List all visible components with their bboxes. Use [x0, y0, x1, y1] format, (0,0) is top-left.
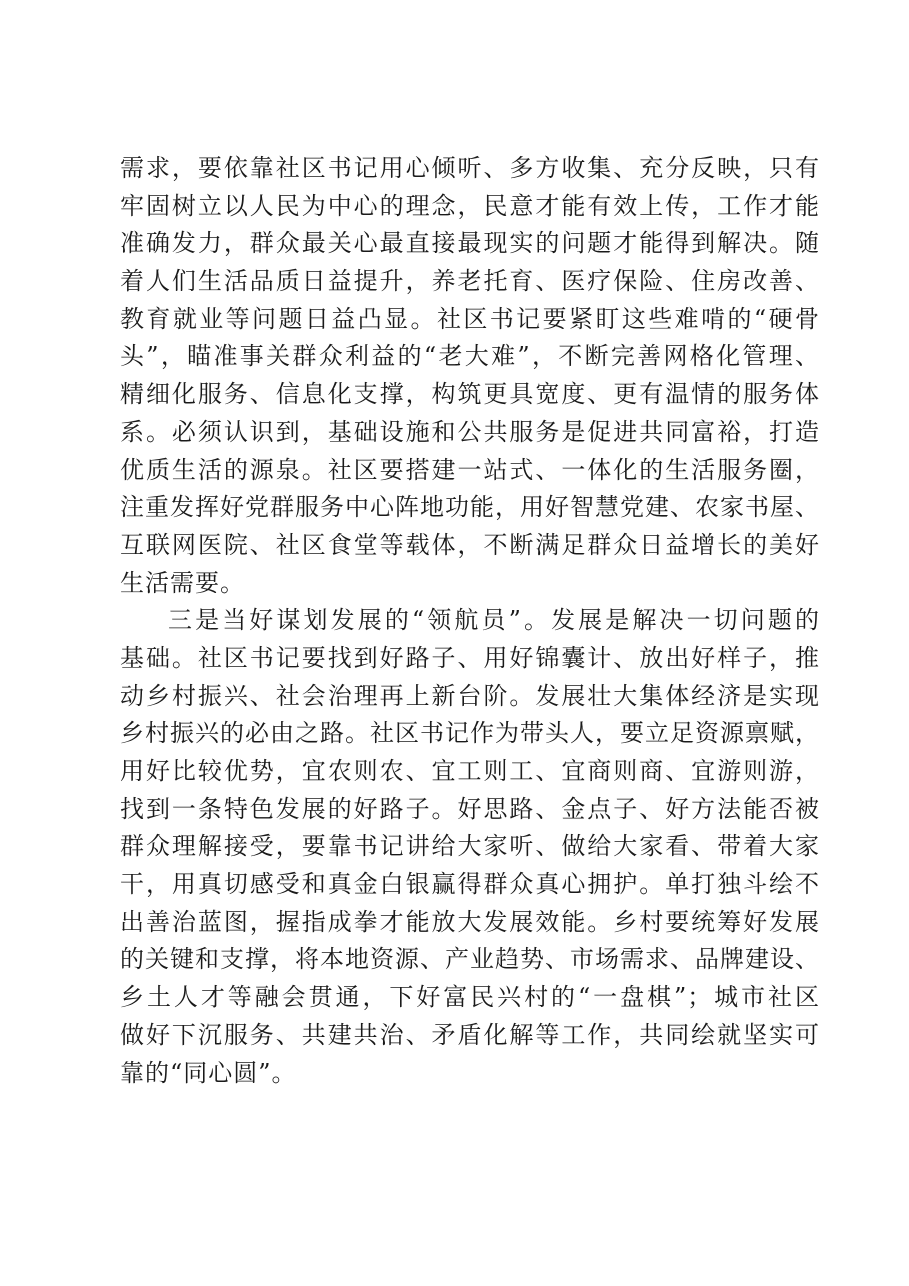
text-line: 互联网医院、社区食堂等载体，不断满足群众日益增长的美好	[120, 530, 820, 559]
text-line: 干，用真切感受和真金白银赢得群众真心拥护。单打独斗绘不	[120, 870, 820, 899]
text-line: 乡土人才等融会贯通，下好富民兴村的“一盘棋”；城市社区	[120, 983, 820, 1012]
text-line: 靠的“同心圆”。	[120, 1058, 297, 1087]
text-line: 精细化服务、信息化支撑，构筑更具宽度、更有温情的服务体	[120, 380, 820, 409]
text-line: 注重发挥好党群服务中心阵地功能，用好智慧党建、农家书屋、	[120, 493, 820, 522]
text-line: 需求，要依靠社区书记用心倾听、多方收集、充分反映，只有	[120, 154, 820, 182]
text-line: 基础。社区书记要找到好路子、用好锦囊计、放出好样子，推	[120, 643, 820, 672]
text-line: 优质生活的源泉。社区要搭建一站式、一体化的生活服务圈，	[120, 455, 820, 484]
body-text	[120, 150, 820, 1092]
text-line: 头”，瞄准事关群众利益的“老大难”，不断完善网格化管理、	[120, 342, 820, 371]
text-line: 乡村振兴的必由之路。社区书记作为带头人，要立足资源禀赋，	[120, 719, 820, 748]
text-line: 的关键和支撑，将本地资源、产业趋势、市场需求、品牌建设、	[120, 945, 820, 974]
text-line: 准确发力，群众最关心最直接最现实的问题才能得到解决。随	[120, 229, 820, 258]
text-line: 用好比较优势，宜农则农、宜工则工、宜商则商、宜游则游，	[120, 757, 820, 785]
text-line: 找到一条特色发展的好路子。好思路、金点子、好方法能否被	[120, 794, 820, 823]
text-line: 教育就业等问题日益凸显。社区书记要紧盯这些难啃的“硬骨	[120, 304, 820, 333]
text-line: 着人们生活品质日益提升，养老托育、医疗保险、住房改善、	[120, 267, 820, 296]
text-line: 生活需要。	[120, 568, 245, 597]
text-line: 群众理解接受，要靠书记讲给大家听、做给大家看、带着大家	[120, 832, 820, 861]
text-line: 系。必须认识到，基础设施和公共服务是促进共同富裕，打造	[120, 417, 820, 446]
text-line: 动乡村振兴、社会治理再上新台阶。发展壮大集体经济是实现	[120, 681, 820, 710]
text-line: 牢固树立以人民为中心的理念，民意才能有效上传，工作才能	[120, 191, 820, 220]
text-line: 做好下沉服务、共建共治、矛盾化解等工作，共同绘就坚实可	[120, 1020, 820, 1049]
text-line: 出善治蓝图，握指成拳才能放大发展效能。乡村要统筹好发展	[120, 907, 820, 936]
paragraph-first-line: 三是当好谋划发展的“领航员”。发展是解决一切问题的	[168, 606, 820, 635]
